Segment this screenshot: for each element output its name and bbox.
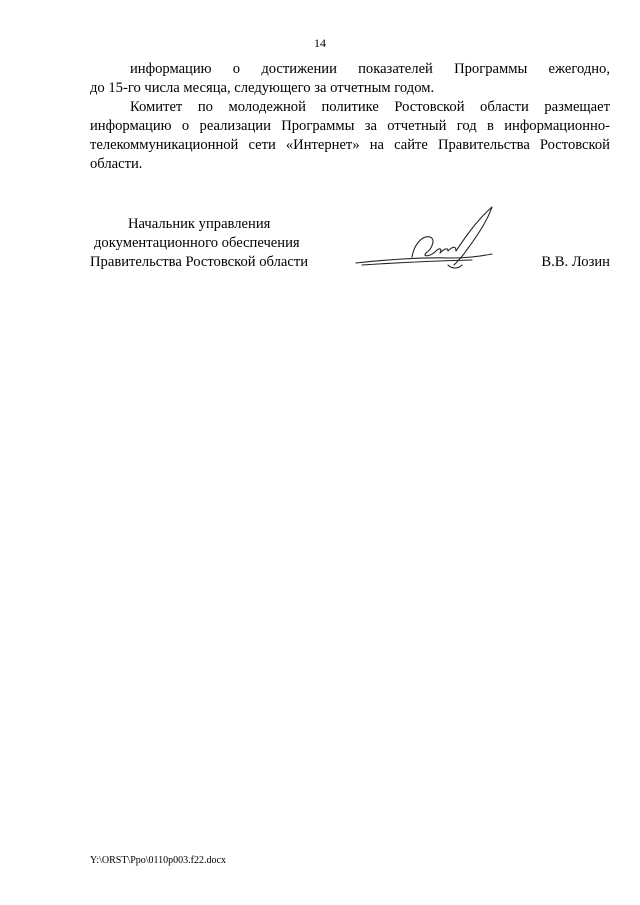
paragraph-2: Комитет по молодежной политике Ростовской области размещает информацию о реализации Программы за отчетный год в информационно-телекоммуникационной сети «Интернет» на сайте Правительства Ростовской области.: [90, 99, 610, 172]
handwritten-signature: [352, 205, 502, 275]
signer-title-line: Начальник управления: [128, 216, 271, 232]
signer-name: В.В. Лозин: [541, 254, 610, 270]
signer-title-line: Правительства Ростовской области: [90, 254, 309, 270]
signer-title-line: документационного обеспечения: [94, 235, 300, 251]
paragraph-1-rest: до 15-го числа месяца, следующего за отчетным годом.: [90, 80, 435, 96]
footer-file-path: Y:\ORST\Ppo\0110p003.f22.docx: [90, 855, 226, 866]
paragraph-1-line-1: информацию о достижении показателей Программы ежегодно,: [130, 61, 610, 77]
page-number: 14: [314, 36, 326, 50]
signer-title: [90, 215, 330, 272]
signature-block: [90, 215, 610, 285]
document-body: [90, 60, 610, 174]
